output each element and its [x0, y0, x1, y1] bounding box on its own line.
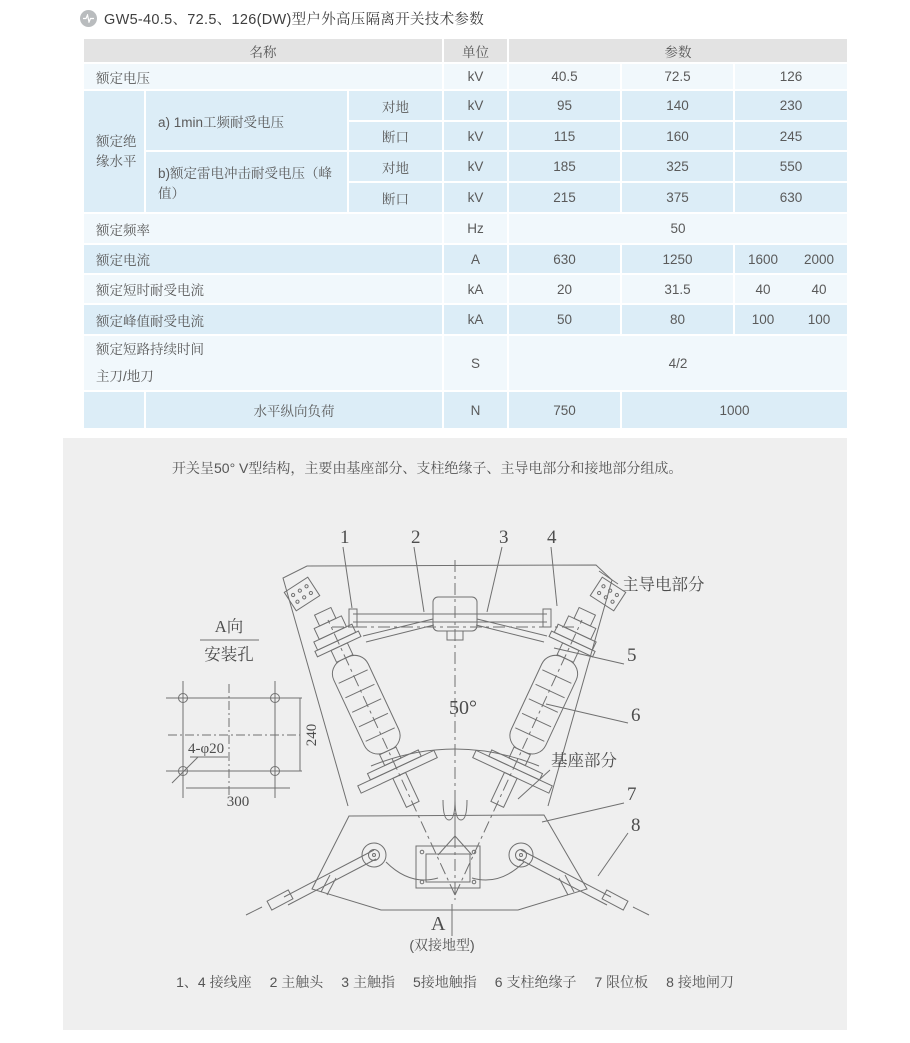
cell-value: 245	[734, 121, 848, 151]
cell-value: 40	[811, 281, 827, 297]
cell-value: 115	[508, 121, 621, 151]
cell-label: 额定频率	[83, 213, 443, 244]
cell-sub-label: a) 1min工频耐受电压	[145, 90, 348, 151]
base-assembly	[312, 800, 587, 910]
main-conductive-label: 主导电部分	[622, 575, 705, 594]
cell-group-label: 额定绝缘水平	[83, 90, 145, 213]
left-arm-insulator	[285, 594, 451, 823]
cell-label: 额定短时耐受电流	[83, 274, 443, 304]
callouts	[340, 527, 705, 876]
part-item: 2 主触头	[269, 974, 324, 990]
cell-value: 140	[621, 90, 734, 121]
cell-value: 550	[734, 151, 848, 182]
view-a-label: A向	[214, 617, 244, 636]
part-item: 6 支柱绝缘子	[494, 974, 577, 990]
mounting-hole-label: 安装孔	[204, 645, 254, 664]
cell-unit: kV	[443, 182, 508, 213]
cell-label: 断口	[348, 121, 443, 151]
callout-6: 6	[631, 705, 641, 726]
callout-5: 5	[627, 645, 637, 666]
angle-label: 50°	[449, 697, 477, 719]
cell-unit: Hz	[443, 213, 508, 244]
cell-value: 50	[508, 213, 848, 244]
cell-value: 20	[508, 274, 621, 304]
cell-label: 对地	[348, 151, 443, 182]
mounting-hole-detail	[166, 617, 320, 810]
cell-value: 31.5	[621, 274, 734, 304]
figure-intro-text: 开关呈50° V型结构，主要由基座部分、支柱绝缘子、主导电部分和接地部分组成。	[172, 460, 683, 476]
callout-2: 2	[411, 527, 421, 548]
cell-label: 额定峰值耐受电流	[83, 304, 443, 335]
part-item: 7 限位板	[594, 974, 649, 990]
figure-panel	[63, 438, 847, 1030]
part-item: 8 接地闸刀	[666, 974, 734, 990]
table-row	[83, 274, 848, 304]
spec-table	[82, 37, 849, 430]
right-ground-blade	[519, 850, 649, 915]
cell-value-pair	[734, 274, 848, 304]
cell-unit: S	[443, 335, 508, 391]
cell-value: 80	[621, 304, 734, 335]
cell-value-pair	[734, 244, 848, 274]
cell-value: 325	[621, 151, 734, 182]
cell-sub-label: b)额定雷电冲击耐受电压（峰值）	[145, 151, 348, 213]
cell-value: 72.5	[621, 63, 734, 90]
part-item: 3 主触指	[341, 974, 395, 990]
cell-value: 215	[508, 182, 621, 213]
cell-unit: kV	[443, 90, 508, 121]
main-contact-bar	[349, 597, 551, 642]
cell-value: 40	[755, 281, 771, 297]
cell-label: 对地	[348, 90, 443, 121]
cell-value: 1600	[748, 251, 779, 267]
duration-label-line1: 额定短路持续时间	[96, 342, 204, 357]
base-part-label: 基座部分	[551, 751, 617, 770]
cell-label: 水平纵向负荷	[145, 391, 443, 429]
table-row	[83, 244, 848, 274]
cell-unit: kV	[443, 151, 508, 182]
cell-label	[83, 335, 443, 391]
cell-value: 630	[734, 182, 848, 213]
cell-value: 1000	[621, 391, 848, 429]
callout-4: 4	[547, 527, 557, 548]
table-row	[83, 335, 848, 391]
duration-label-line2: 主刀/地刀	[96, 369, 154, 384]
page-title: GW5-40.5、72.5、126(DW)型户外高压隔离开关技术参数	[104, 12, 485, 28]
switch-drawing	[246, 560, 649, 936]
cell-value: 185	[508, 151, 621, 182]
cell-value: 375	[621, 182, 734, 213]
cell-value: 230	[734, 90, 848, 121]
left-ground-blade	[246, 850, 376, 915]
table-row	[83, 63, 848, 90]
cell-value: 100	[807, 312, 831, 327]
cell-unit: kA	[443, 274, 508, 304]
part-item: 5接地触指	[412, 974, 477, 990]
part-item: 1、4 接线座	[176, 974, 252, 990]
pulse-icon	[80, 10, 97, 27]
cell-label: 断口	[348, 182, 443, 213]
header-unit: 单位	[443, 38, 508, 63]
dim-240: 240	[304, 723, 320, 747]
callout-3: 3	[499, 527, 509, 548]
view-marker-a: A	[431, 913, 446, 935]
right-arm-insulator	[459, 594, 625, 823]
table-row	[83, 391, 848, 429]
table-row	[83, 151, 848, 182]
cell-unit: kA	[443, 304, 508, 335]
cell-unit: N	[443, 391, 508, 429]
page-title-bar	[80, 8, 484, 29]
cell-unit: kV	[443, 63, 508, 90]
hole-spec-label: 4-φ20	[188, 741, 225, 757]
left-terminal-pad	[284, 577, 319, 611]
cell-value: 4/2	[508, 335, 848, 391]
callout-8: 8	[631, 815, 641, 836]
cell-value: 2000	[804, 251, 835, 267]
dim-300: 300	[226, 794, 250, 810]
table-row	[83, 304, 848, 335]
switch-structure-diagram	[150, 498, 750, 938]
cell-label: 额定电流	[83, 244, 443, 274]
table-row	[83, 213, 848, 244]
figure-caption: (双接地型)	[409, 937, 475, 953]
parts-list	[63, 972, 847, 992]
cell-value: 50	[508, 304, 621, 335]
header-name: 名称	[83, 38, 443, 63]
cell-value: 160	[621, 121, 734, 151]
table-header-row	[83, 38, 848, 63]
cell-unit: A	[443, 244, 508, 274]
table-row	[83, 90, 848, 121]
cell-value: 126	[734, 63, 848, 90]
cell-unit: kV	[443, 121, 508, 151]
cell-value: 95	[508, 90, 621, 121]
callout-1: 1	[340, 527, 350, 548]
callout-7: 7	[627, 784, 637, 805]
cell-value: 750	[508, 391, 621, 429]
cell-value: 1250	[621, 244, 734, 274]
cell-value: 100	[751, 312, 775, 327]
cell-value-pair	[734, 304, 848, 335]
header-params: 参数	[508, 38, 848, 63]
cell-value: 40.5	[508, 63, 621, 90]
cell-value: 630	[508, 244, 621, 274]
cell-label: 额定电压	[83, 63, 443, 90]
load-row-stub-cell	[83, 391, 145, 429]
